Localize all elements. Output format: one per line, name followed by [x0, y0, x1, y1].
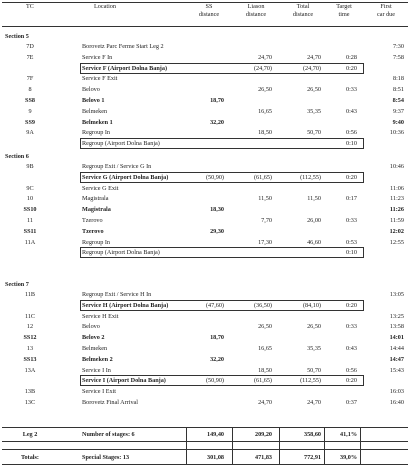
table-row [0, 238, 410, 247]
cell-ss: 32,20 [210, 355, 224, 363]
cell-loc: Special Stages: 13 [82, 454, 130, 461]
cell-li: 26,50 [258, 86, 272, 94]
cell-tc: 11C [24, 312, 36, 320]
cell-to: 358,60 [303, 431, 321, 438]
table-row [0, 312, 410, 321]
table-row [0, 184, 410, 193]
cell-li: 209,20 [254, 431, 272, 438]
cell-to: 46,60 [307, 238, 321, 246]
cell-loc: Magistrala [82, 195, 109, 203]
table-row [0, 430, 410, 439]
cell-tc: 8 [28, 86, 32, 94]
cell-tc: Totals: [21, 454, 39, 461]
cell-to: 50,70 [307, 129, 321, 137]
cell-li: 11,50 [258, 195, 272, 203]
cell-tc: SS9 [25, 118, 35, 126]
cell-to: 35,35 [307, 345, 321, 352]
cell-to: (84,10) [302, 301, 321, 309]
cell-loc: Belmeken 2 [82, 355, 113, 363]
header-liaison-distance: Liason distance [245, 3, 267, 18]
header-bottom-rule [2, 26, 408, 27]
cell-tc: SS10 [23, 206, 37, 214]
section-label: Section 7 [5, 281, 29, 288]
table-row [0, 42, 410, 51]
cell-to: 26,00 [307, 217, 321, 224]
header-location: Location [94, 3, 116, 10]
cell-ca: 8:51 [392, 86, 404, 94]
cell-loc: Service I In [82, 366, 111, 374]
cell-li: (24,70) [253, 64, 272, 72]
cell-tc: 10 [26, 195, 34, 203]
cell-to: 26,50 [307, 86, 321, 94]
cell-tc: 12 [26, 323, 34, 331]
table-row [0, 355, 410, 364]
table-row [0, 216, 410, 225]
cell-ca: 10:36 [389, 129, 404, 137]
cell-ca: 11:23 [390, 195, 404, 203]
cell-ca: 14:44 [389, 345, 404, 352]
table-row [0, 344, 410, 353]
table-row [0, 107, 410, 116]
cell-loc: Service G Exit [82, 184, 119, 192]
cell-li: 16,65 [258, 345, 272, 352]
cell-tc: 9A [26, 129, 34, 137]
table-row [0, 227, 410, 236]
cell-ca: 14:01 [389, 334, 404, 342]
table-row [0, 85, 410, 94]
cell-ta: 0:33 [345, 86, 357, 94]
cell-loc: Belovo [82, 86, 100, 94]
cell-loc: Regroup Exit / Service G In [82, 163, 152, 170]
cell-to: (112,55) [300, 173, 321, 181]
cell-ca: 7:30 [392, 43, 404, 50]
cell-ca: 9:37 [392, 107, 404, 115]
cell-li: 24,70 [258, 399, 272, 406]
cell-ta: 0:17 [345, 195, 357, 203]
cell-to: 772,91 [303, 454, 321, 461]
table-header [0, 3, 410, 27]
cell-tc: 13B [24, 388, 36, 396]
table-row [0, 118, 410, 127]
cell-ta: 0:56 [345, 129, 357, 137]
column-divider [324, 427, 325, 464]
cell-ca: 11:26 [389, 206, 404, 214]
cell-tc: 13C [24, 399, 36, 406]
cell-ss: 18,70 [210, 334, 224, 342]
cell-tc: SS12 [23, 334, 37, 342]
cell-loc: Borovetz Final Arrival [82, 399, 139, 406]
cell-li: 7,70 [261, 217, 272, 224]
cell-tc: 9B [26, 163, 34, 170]
cell-ta: 41,1% [339, 431, 357, 438]
cell-loc: Regroup In [82, 238, 111, 246]
cell-ca: 11:59 [390, 217, 404, 224]
cell-ta: 0:43 [345, 107, 357, 115]
cell-ss: 149,40 [206, 431, 224, 438]
cell-ca: 12:02 [389, 227, 404, 235]
table-row [0, 128, 410, 137]
cell-tc: SS8 [25, 97, 35, 104]
cell-ss: 32,20 [210, 118, 224, 126]
cell-to: (112,55) [300, 377, 321, 385]
table-row [0, 96, 410, 105]
cell-to: (24,70) [302, 64, 321, 72]
table-row [0, 290, 410, 299]
table-row [0, 194, 410, 203]
cell-ss: 301,08 [206, 454, 224, 461]
section-label: Section 5 [5, 33, 29, 40]
cell-tc: 13 [26, 345, 34, 352]
cell-loc: Tzerovo [82, 217, 103, 224]
header-top-rule [2, 2, 408, 3]
cell-ss: 18,30 [210, 206, 224, 214]
cell-ca: 14:47 [389, 355, 404, 363]
cell-loc: Tzerovo [82, 227, 104, 235]
cell-loc: Service F Exit [82, 75, 118, 83]
cell-to: 24,70 [307, 399, 321, 406]
cell-loc: Belovo 2 [82, 334, 105, 342]
cell-ca: 7:58 [392, 53, 404, 61]
boxed-row-frame [80, 375, 364, 386]
table-row [0, 53, 410, 62]
cell-ta: 0:33 [345, 323, 357, 331]
cell-loc: Service G (Airport Dolna Banja) [82, 173, 169, 181]
cell-ca: 16:03 [389, 388, 404, 396]
cell-loc: Regroup (Airport Dolna Banja) [82, 249, 160, 257]
cell-li: 18,50 [258, 366, 272, 374]
cell-tc: 11A [24, 238, 36, 246]
cell-ca: 8:18 [392, 75, 404, 83]
cell-ta: 0:20 [345, 64, 357, 72]
cell-tc: SS11 [23, 227, 37, 235]
cell-tc: 9C [26, 184, 34, 192]
header-tc: TC [26, 3, 34, 10]
cell-li: 471,83 [254, 454, 272, 461]
cell-li: 17,30 [258, 238, 272, 246]
cell-li: 24,70 [258, 53, 272, 61]
cell-loc: Magistrala [82, 206, 111, 214]
column-divider [279, 427, 280, 464]
boxed-row-frame [80, 300, 364, 311]
cell-ca: 13:25 [389, 312, 404, 320]
rule [2, 441, 408, 442]
cell-ta: 0:53 [345, 238, 357, 246]
cell-to: 26,50 [307, 323, 321, 331]
header-target-time: Target time [336, 3, 352, 18]
cell-ca: 13:05 [389, 291, 404, 298]
table-row [0, 366, 410, 375]
cell-li: (36,50) [253, 301, 272, 309]
cell-to: 24,70 [307, 53, 321, 61]
cell-to: 50,70 [307, 366, 321, 374]
cell-li: (61,65) [253, 173, 272, 181]
cell-ca: 11:06 [390, 184, 404, 192]
cell-li: 26,50 [258, 323, 272, 331]
cell-loc: Number of stages: 6 [82, 431, 135, 438]
cell-loc: Belovo 1 [82, 97, 105, 104]
cell-tc: 11 [27, 217, 33, 224]
cell-loc: Belmeken 1 [82, 118, 113, 126]
cell-ta: 0:10 [345, 140, 357, 148]
cell-to: 35,35 [307, 107, 321, 115]
cell-tc: Leg 2 [22, 431, 38, 438]
table-row [0, 453, 410, 462]
rule [2, 427, 408, 428]
cell-loc: Regroup In [82, 129, 111, 137]
cell-ca: 8:54 [392, 97, 404, 104]
boxed-row-frame [80, 247, 364, 258]
cell-ss: (50,90) [205, 377, 224, 385]
cell-li: 18,50 [258, 129, 272, 137]
table-row [0, 162, 410, 171]
cell-ss: (50,90) [205, 173, 224, 181]
cell-loc: Belovo [82, 323, 100, 331]
cell-tc: 7D [26, 43, 34, 50]
cell-loc: Service F In [82, 53, 113, 61]
header-total-distance: Total distance [292, 3, 314, 18]
header-ss-distance: SS distance [198, 3, 220, 18]
cell-ta: 0:20 [345, 301, 357, 309]
cell-ca: 13:58 [389, 323, 404, 331]
cell-tc: 7F [26, 75, 34, 83]
cell-ta: 0:37 [345, 399, 357, 406]
cell-ta: 0:33 [345, 217, 357, 224]
cell-li: (61,65) [253, 377, 272, 385]
header-first-car-due: First car due [376, 3, 396, 18]
cell-loc: Regroup Exit / Service H In [82, 291, 152, 298]
rule [2, 449, 408, 450]
cell-tc: 9 [28, 107, 32, 115]
cell-li: 16,65 [258, 107, 272, 115]
cell-loc: Regroup (Airport Dolna Banja) [82, 140, 160, 148]
cell-ta: 0:20 [345, 173, 357, 181]
cell-loc: Service I Exit [82, 388, 117, 396]
table-row [0, 333, 410, 342]
cell-loc: Service F (Airport Dolna Banja) [82, 64, 168, 72]
rule [2, 464, 408, 465]
cell-ta: 39,0% [339, 454, 357, 461]
column-divider [360, 427, 361, 464]
cell-ta: 0:28 [345, 53, 357, 61]
cell-ta: 0:20 [345, 377, 357, 385]
table-row [0, 387, 410, 396]
cell-loc: Belmeken [82, 107, 108, 115]
boxed-row-frame [80, 138, 364, 149]
cell-to: 11,50 [307, 195, 321, 203]
table-row [0, 322, 410, 331]
cell-loc: Service I (Airport Dolna Banja) [82, 377, 166, 385]
table-row [0, 398, 410, 407]
boxed-row-frame [80, 172, 364, 183]
cell-tc: SS13 [23, 355, 37, 363]
cell-ss: (47,60) [205, 301, 224, 309]
cell-ss: 18,70 [210, 97, 224, 104]
column-divider [232, 427, 233, 464]
boxed-row-frame [80, 63, 364, 74]
cell-ta: 0:56 [345, 366, 357, 374]
section-label: Section 6 [5, 153, 29, 160]
table-row [0, 74, 410, 83]
cell-loc: Borovetz Parc Ferme Start Leg 2 [82, 43, 164, 50]
cell-ta: 0:10 [345, 249, 357, 257]
cell-ta: 0:43 [345, 345, 357, 352]
cell-ca: 9:40 [392, 118, 404, 126]
cell-ss: 29,30 [210, 227, 224, 235]
table-row [0, 205, 410, 214]
cell-tc: 11B [24, 291, 36, 298]
cell-tc: 13A [24, 366, 36, 374]
cell-loc: Belmeken [82, 345, 108, 352]
column-divider [186, 427, 187, 464]
cell-loc: Service H Exit [82, 312, 119, 320]
cell-ca: 10:46 [389, 163, 404, 170]
cell-ca: 12:55 [389, 238, 404, 246]
cell-tc: 7E [26, 53, 34, 61]
cell-loc: Service H (Airport Dolna Banja) [82, 301, 169, 309]
cell-ca: 15:43 [389, 366, 404, 374]
cell-ca: 16:40 [389, 399, 404, 406]
